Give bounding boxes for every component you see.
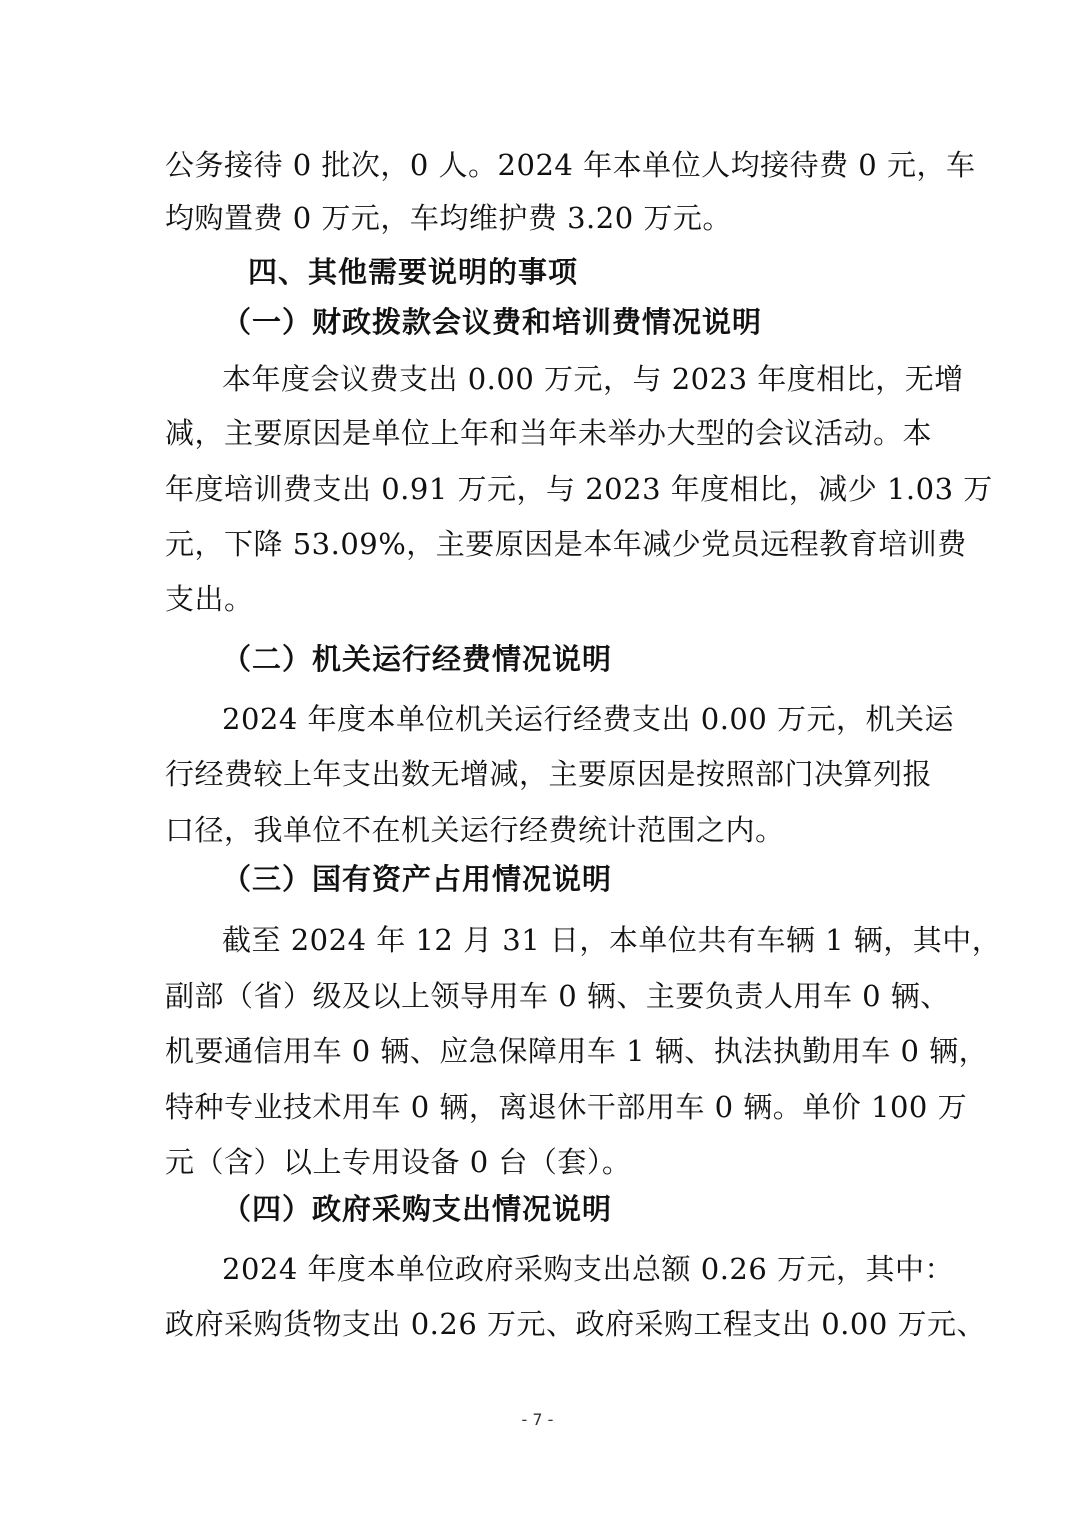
paragraph-line: 2024 年度本单位机关运行经费支出 0.00 万元，机关运 xyxy=(222,702,955,736)
paragraph-line: 行经费较上年支出数无增减，主要原因是按照部门决算列报 xyxy=(165,757,933,791)
paragraph-line: 副部（省）级及以上领导用车 0 辆、主要负责人用车 0 辆、 xyxy=(165,979,950,1013)
page-number: - 7 - xyxy=(521,1410,554,1429)
subsection-heading: （四）政府采购支出情况说明 xyxy=(222,1192,613,1226)
paragraph-line: 本年度会议费支出 0.00 万元，与 2023 年度相比，无增 xyxy=(222,362,964,396)
subsection-heading: （三）国有资产占用情况说明 xyxy=(222,862,613,896)
section-heading: 四、其他需要说明的事项 xyxy=(248,255,579,289)
paragraph-line: 减，主要原因是单位上年和当年未举办大型的会议活动。本 xyxy=(165,416,933,450)
paragraph-line: 公务接待 0 批次，0 人。2024 年本单位人均接待费 0 元，车 xyxy=(165,148,976,182)
paragraph-line: 2024 年度本单位政府采购支出总额 0.26 万元，其中： xyxy=(222,1252,955,1286)
paragraph-line: 元，下降 53.09%，主要原因是本年减少党员远程教育培训费 xyxy=(165,527,967,561)
paragraph-line: 元（含）以上专用设备 0 台（套）。 xyxy=(165,1145,632,1179)
paragraph-line: 均购置费 0 万元，车均维护费 3.20 万元。 xyxy=(165,201,732,235)
paragraph-line: 口径，我单位不在机关运行经费统计范围之内。 xyxy=(165,813,785,847)
paragraph-line: 特种专业技术用车 0 辆，离退休干部用车 0 辆。单价 100 万 xyxy=(165,1090,968,1124)
paragraph-line: 政府采购货物支出 0.26 万元、政府采购工程支出 0.00 万元、 xyxy=(165,1307,987,1341)
paragraph-line: 支出。 xyxy=(165,582,254,616)
paragraph-line: 年度培训费支出 0.91 万元，与 2023 年度相比，减少 1.03 万 xyxy=(165,472,993,506)
paragraph-line: 截至 2024 年 12 月 31 日，本单位共有车辆 1 辆，其中， xyxy=(222,923,1002,957)
subsection-heading: （一）财政拨款会议费和培训费情况说明 xyxy=(222,305,763,339)
subsection-heading: （二）机关运行经费情况说明 xyxy=(222,642,613,676)
paragraph-line: 机要通信用车 0 辆、应急保障用车 1 辆、执法执勤用车 0 辆， xyxy=(165,1034,989,1068)
